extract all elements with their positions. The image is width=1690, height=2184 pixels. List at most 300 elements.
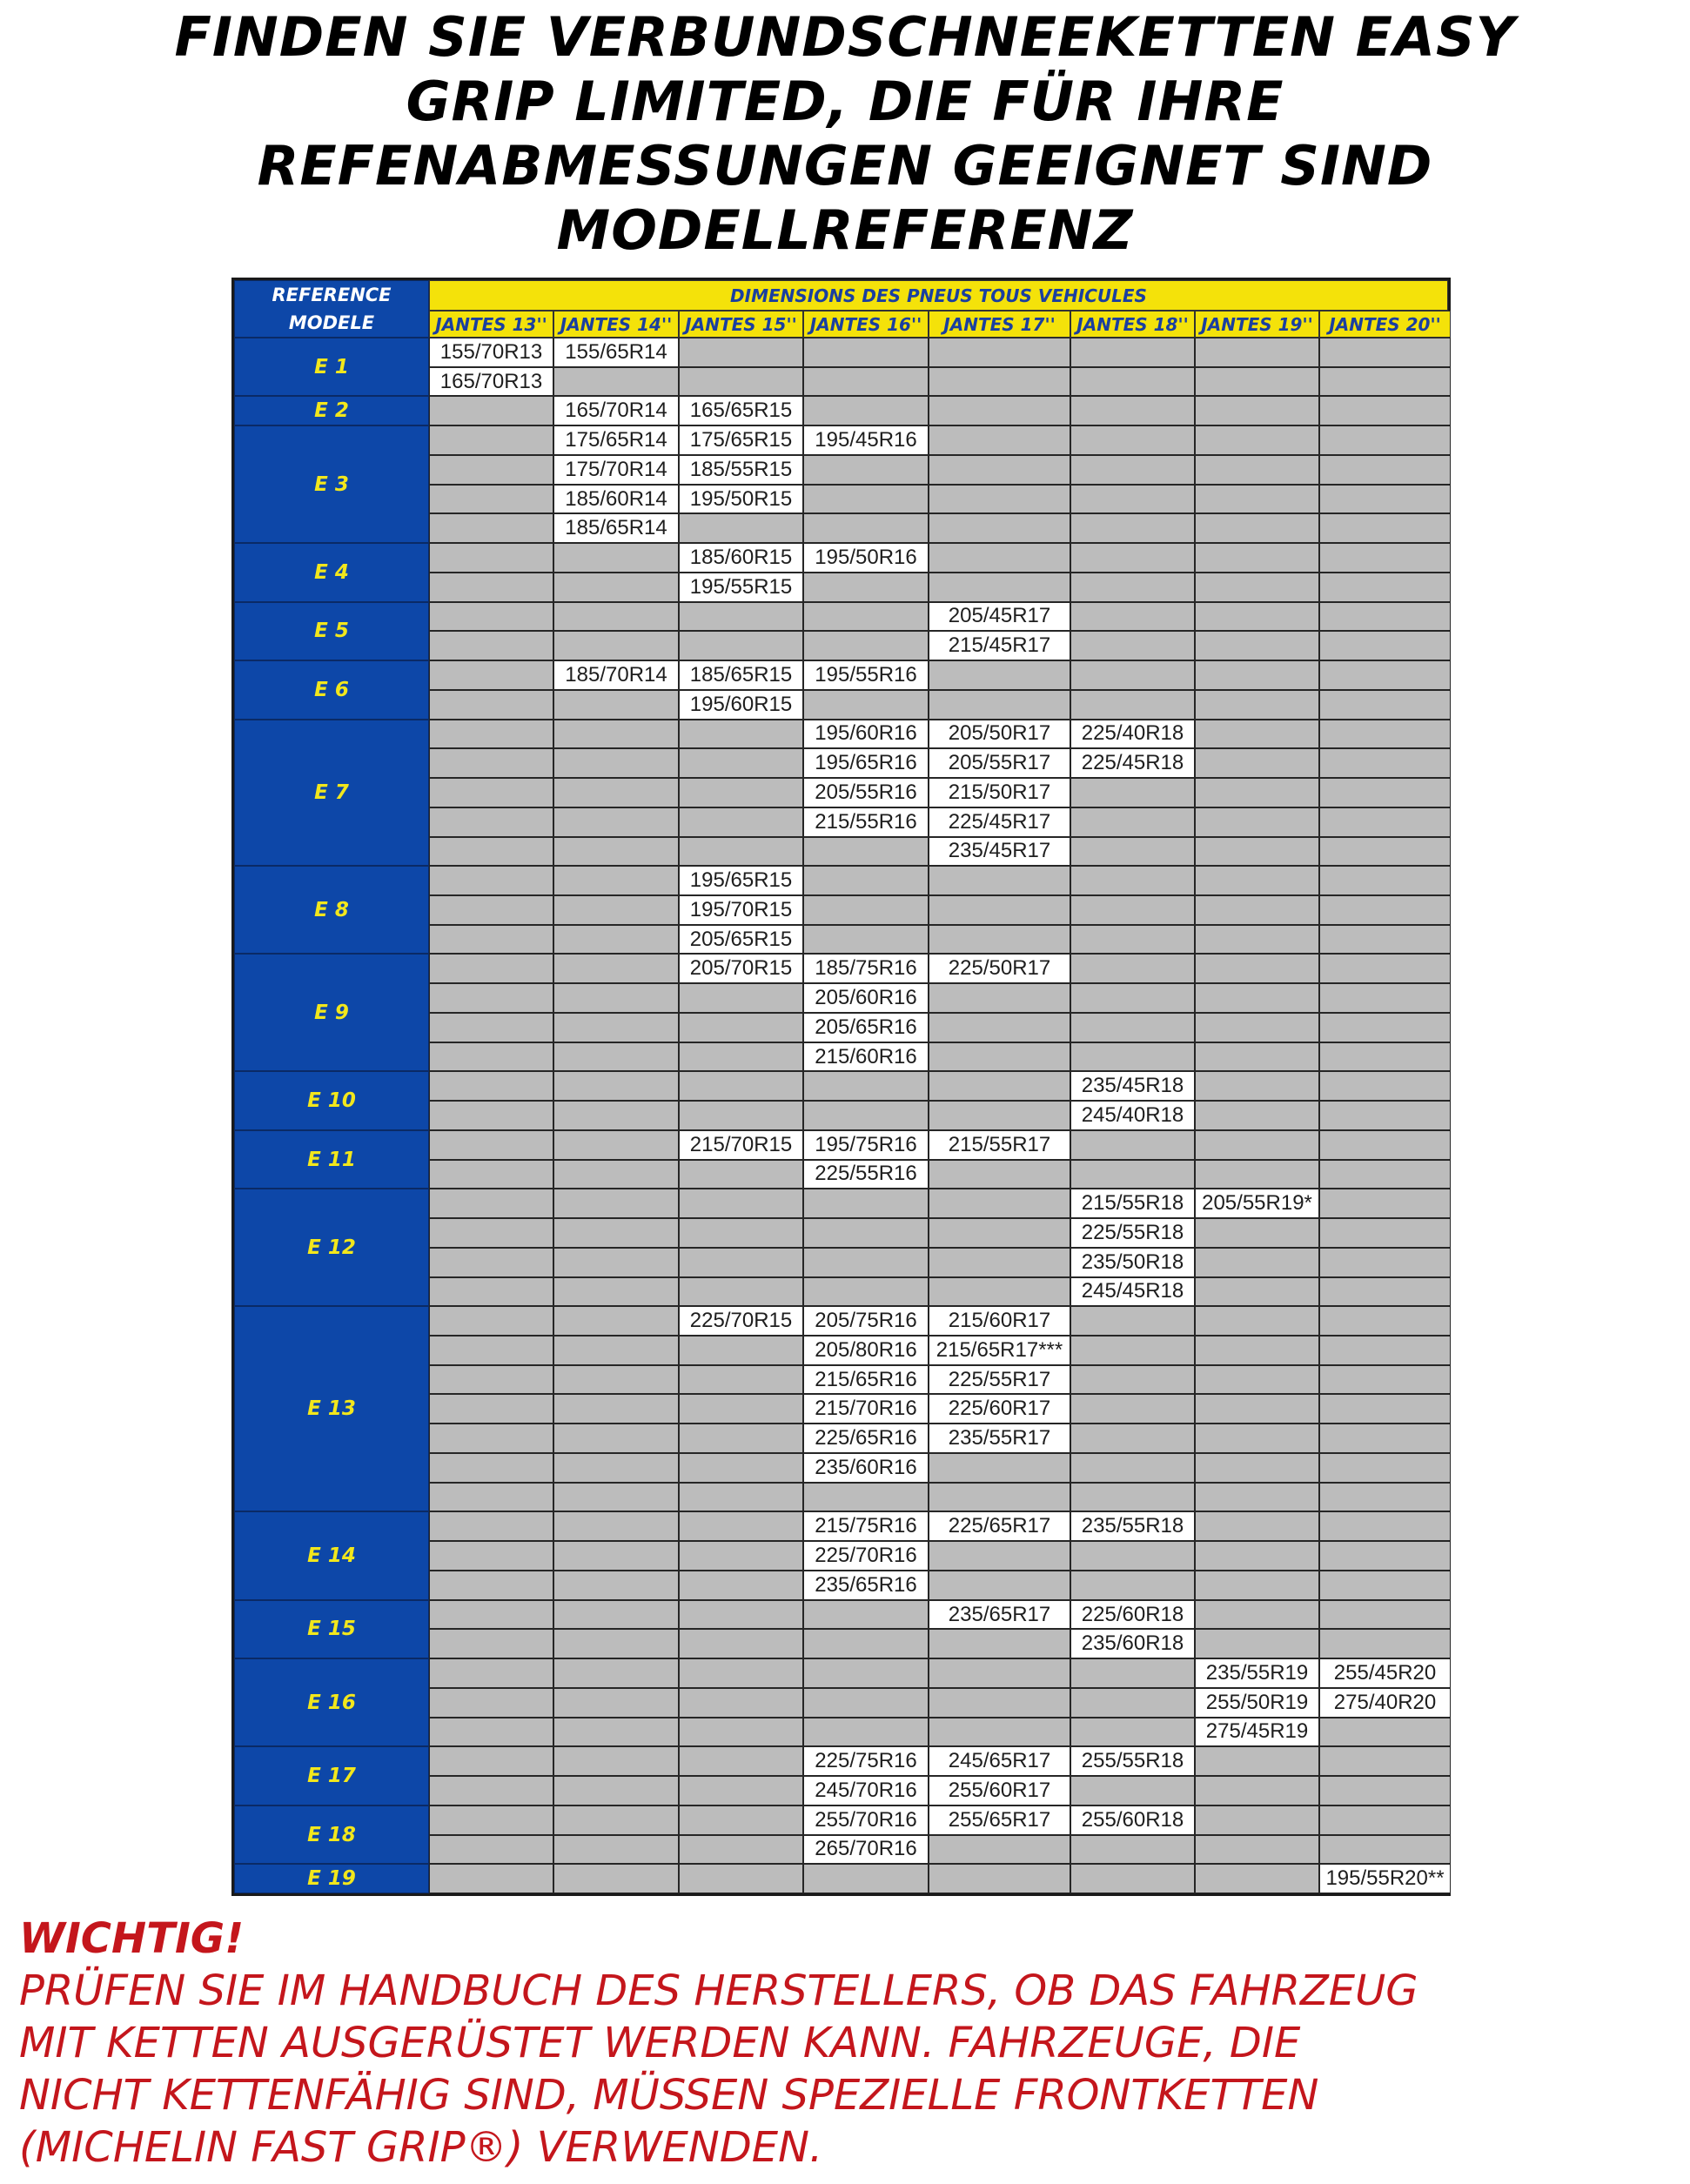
tire-size-cell: [1195, 602, 1319, 632]
tire-size-cell: [553, 1658, 679, 1688]
tire-size-cell: [429, 1394, 553, 1424]
tire-size-cell: [1319, 367, 1451, 397]
tire-size-cell: [1070, 1336, 1195, 1365]
tire-size-cell: [1195, 720, 1319, 749]
tire-size-cell: [803, 396, 929, 425]
tire-size-cell: [929, 543, 1070, 573]
tire-size-cell: 165/70R14: [553, 396, 679, 425]
tire-size-cell: [1195, 1835, 1319, 1865]
tire-size-cell: [429, 1071, 553, 1101]
tire-size-cell: [929, 1658, 1070, 1688]
tire-size-cell: [929, 1101, 1070, 1130]
tire-size-cell: [1070, 837, 1195, 867]
tire-size-cell: 185/75R16: [803, 954, 929, 983]
tire-size-cell: [1195, 1483, 1319, 1512]
tire-size-cell: [929, 485, 1070, 514]
tire-size-cell: [1195, 1776, 1319, 1805]
tire-size-cell: [429, 925, 553, 955]
warning-line-2: MIT KETTEN AUSGERÜSTET WERDEN KANN. FAHRZEUGE, DIE: [19, 2019, 1301, 2067]
tire-size-cell: 225/45R18: [1070, 748, 1195, 778]
tire-size-cell: [679, 1718, 803, 1747]
tire-size-cell: [429, 1805, 553, 1835]
tire-size-cell: [929, 1835, 1070, 1865]
tire-size-cell: [929, 1571, 1070, 1600]
tire-size-cell: 195/60R16: [803, 720, 929, 749]
tire-size-cell: 205/55R19*: [1195, 1189, 1319, 1218]
tire-size-cell: [1070, 513, 1195, 543]
reference-label: E 7: [314, 780, 349, 804]
tire-size-cell: [1070, 1835, 1195, 1865]
column-header: JANTES 15'': [679, 311, 803, 338]
column-header: JANTES 16'': [803, 311, 929, 338]
reference-label: E 5: [314, 620, 349, 643]
tire-size-cell: [679, 1160, 803, 1189]
tire-size-cell: [929, 1688, 1070, 1718]
tire-size-cell: 235/60R18: [1070, 1629, 1195, 1658]
tire-size-cell: 175/65R14: [553, 425, 679, 455]
tire-size-cell: [1070, 1365, 1195, 1395]
reference-label: E 11: [307, 1148, 356, 1171]
column-header: JANTES 20'': [1319, 311, 1451, 338]
tire-size-cell: [1195, 660, 1319, 690]
tire-size-cell: [1319, 602, 1451, 632]
tire-size-cell: [1319, 1336, 1451, 1365]
tire-size-cell: [1319, 1071, 1451, 1101]
tire-size-cell: 205/65R15: [679, 925, 803, 955]
reference-cell: [234, 425, 429, 543]
tire-size-cell: [1319, 778, 1451, 807]
tire-size-cell: [1070, 1571, 1195, 1600]
tire-size-cell: 165/70R13: [429, 367, 553, 397]
tire-size-cell: [929, 1277, 1070, 1307]
tire-size-cell: [1070, 925, 1195, 955]
tire-size-cell: [679, 631, 803, 660]
tire-size-cell: [929, 1483, 1070, 1512]
tire-size-cell: [803, 1688, 929, 1718]
tire-size-cell: [1319, 573, 1451, 602]
tire-size-cell: 235/55R18: [1070, 1511, 1195, 1541]
tire-size-cell: 225/65R17: [929, 1511, 1070, 1541]
tire-size-cell: [553, 1776, 679, 1805]
tire-size-cell: 205/45R17: [929, 602, 1070, 632]
tire-size-cell: 195/50R16: [803, 543, 929, 573]
tire-size-cell: 155/65R14: [553, 338, 679, 367]
reference-label: E 14: [307, 1544, 356, 1568]
tire-size-cell: 205/60R16: [803, 983, 929, 1013]
tire-size-cell: [929, 1042, 1070, 1072]
tire-size-cell: [429, 1483, 553, 1512]
tire-size-cell: [1195, 748, 1319, 778]
tire-size-cell: [1070, 660, 1195, 690]
tire-size-cell: [803, 1629, 929, 1658]
page-title: [0, 5, 1690, 263]
tire-size-cell: [1070, 778, 1195, 807]
tire-size-cell: [803, 455, 929, 485]
reference-cell: [234, 954, 429, 1071]
tire-size-cell: [1070, 1306, 1195, 1336]
tire-size-cell: [679, 1864, 803, 1893]
tire-size-cell: [553, 837, 679, 867]
tire-size-cell: [1195, 1511, 1319, 1541]
tire-size-cell: [1195, 1541, 1319, 1571]
tire-size-cell: [1195, 631, 1319, 660]
tire-size-cell: [1319, 748, 1451, 778]
tire-size-cell: [1070, 983, 1195, 1013]
tire-size-cell: [553, 1453, 679, 1483]
tire-size-cell: 245/45R18: [1070, 1277, 1195, 1307]
tire-size-cell: 235/55R19: [1195, 1658, 1319, 1688]
tire-size-cell: [1319, 1394, 1451, 1424]
tire-size-cell: [553, 1629, 679, 1658]
tire-size-cell: [929, 396, 1070, 425]
tire-size-cell: 195/75R16: [803, 1130, 929, 1160]
tire-size-cell: [803, 631, 929, 660]
tire-size-cell: [679, 1189, 803, 1218]
tire-size-cell: [1319, 1306, 1451, 1336]
tire-size-cell: [429, 983, 553, 1013]
tire-size-cell: [429, 543, 553, 573]
tire-size-cell: 225/70R16: [803, 1541, 929, 1571]
tire-size-cell: [1195, 1013, 1319, 1042]
tire-size-cell: [429, 1277, 553, 1307]
tire-size-cell: [1319, 925, 1451, 955]
tire-size-cell: 235/65R17: [929, 1600, 1070, 1630]
tire-size-cell: [553, 1218, 679, 1248]
tire-size-cell: [679, 1629, 803, 1658]
reference-cell: [234, 338, 429, 396]
reference-label: E 9: [314, 1001, 349, 1024]
warning-line-4: (MICHELIN FAST GRIP®) VERWENDEN.: [19, 2123, 823, 2172]
tire-size-cell: [1195, 573, 1319, 602]
tire-size-cell: [429, 954, 553, 983]
tire-size-cell: [1070, 1394, 1195, 1424]
tire-size-cell: [1319, 1718, 1451, 1747]
tire-size-cell: [1070, 1013, 1195, 1042]
column-header: JANTES 14'': [553, 311, 679, 338]
tire-size-cell: [1195, 1071, 1319, 1101]
tire-size-cell: [1319, 983, 1451, 1013]
tire-size-cell: [1195, 1629, 1319, 1658]
tire-size-cell: 195/70R15: [679, 895, 803, 925]
tire-size-cell: [1195, 485, 1319, 514]
title-line-4: MODELLREFERENZ: [556, 198, 1134, 262]
tire-size-cell: [679, 1571, 803, 1600]
tire-size-cell: [1195, 1336, 1319, 1365]
tire-size-cell: [429, 748, 553, 778]
tire-size-cell: [1319, 543, 1451, 573]
tire-size-cell: [679, 1746, 803, 1776]
tire-size-cell: [553, 1864, 679, 1893]
tire-size-cell: [429, 807, 553, 837]
reference-cell: [234, 720, 429, 867]
tire-size-cell: 185/65R14: [553, 513, 679, 543]
tire-size-cell: [553, 1042, 679, 1072]
tire-size-cell: [679, 338, 803, 367]
tire-size-cell: [429, 485, 553, 514]
tire-size-table: [231, 278, 1451, 1896]
tire-size-cell: [429, 1160, 553, 1189]
tire-size-cell: [803, 1101, 929, 1130]
tire-size-cell: [429, 837, 553, 867]
tire-size-cell: 185/65R15: [679, 660, 803, 690]
tire-size-cell: 225/60R18: [1070, 1600, 1195, 1630]
tire-size-cell: [553, 1101, 679, 1130]
tire-size-cell: [929, 425, 1070, 455]
reference-label: E 12: [307, 1236, 356, 1259]
tire-size-cell: [429, 1718, 553, 1747]
tire-size-cell: [679, 1835, 803, 1865]
tire-size-cell: [1319, 1101, 1451, 1130]
tire-size-cell: [1195, 1571, 1319, 1600]
tire-size-cell: [553, 543, 679, 573]
tire-size-cell: [803, 513, 929, 543]
tire-size-cell: [679, 1365, 803, 1395]
tire-size-cell: 255/45R20: [1319, 1658, 1451, 1688]
tire-size-cell: 225/55R18: [1070, 1218, 1195, 1248]
reference-cell: [234, 543, 429, 601]
reference-cell: [234, 602, 429, 660]
tire-size-cell: [1195, 425, 1319, 455]
tire-size-cell: 215/65R17***: [929, 1336, 1070, 1365]
tire-size-cell: [1070, 602, 1195, 632]
tire-size-cell: [553, 1571, 679, 1600]
tire-size-cell: 215/60R16: [803, 1042, 929, 1072]
tire-size-cell: [1070, 1776, 1195, 1805]
tire-size-cell: [1319, 513, 1451, 543]
tire-size-cell: [553, 690, 679, 720]
tire-size-cell: [429, 1835, 553, 1865]
tire-size-cell: [1319, 1600, 1451, 1630]
tire-size-cell: [1195, 543, 1319, 573]
tire-size-cell: [429, 1336, 553, 1365]
tire-size-cell: [429, 513, 553, 543]
tire-size-cell: [929, 1160, 1070, 1189]
tire-size-cell: [553, 367, 679, 397]
tire-size-cell: [803, 1483, 929, 1512]
tire-size-cell: 225/55R16: [803, 1160, 929, 1189]
tire-size-cell: [929, 983, 1070, 1013]
reference-cell: [234, 1658, 429, 1746]
tire-size-cell: 255/70R16: [803, 1805, 929, 1835]
tire-size-cell: [1070, 425, 1195, 455]
tire-size-cell: [1319, 720, 1451, 749]
tire-size-cell: 225/75R16: [803, 1746, 929, 1776]
reference-cell: [234, 1130, 429, 1189]
tire-size-cell: [803, 1600, 929, 1630]
tire-size-cell: 205/80R16: [803, 1336, 929, 1365]
reference-cell: [234, 660, 429, 719]
tire-size-cell: [429, 1013, 553, 1042]
tire-size-cell: 225/60R17: [929, 1394, 1070, 1424]
tire-size-cell: [1070, 1688, 1195, 1718]
tire-size-cell: [1319, 807, 1451, 837]
tire-size-cell: [1319, 837, 1451, 867]
tire-size-cell: [679, 1248, 803, 1277]
tire-size-cell: [679, 1424, 803, 1453]
tire-size-cell: [929, 1864, 1070, 1893]
tire-size-cell: 195/55R20**: [1319, 1864, 1451, 1893]
warning-block: [19, 1913, 1673, 2174]
tire-size-cell: 195/55R15: [679, 573, 803, 602]
tire-size-cell: [553, 1306, 679, 1336]
tire-size-cell: [429, 1042, 553, 1072]
title-line-2: GRIP LIMITED, DIE FÜR IHRE: [406, 70, 1284, 133]
tire-size-cell: [429, 1688, 553, 1718]
tire-size-cell: [553, 1424, 679, 1453]
tire-size-cell: 185/70R14: [553, 660, 679, 690]
tire-size-cell: [1319, 1160, 1451, 1189]
tire-size-cell: [429, 1424, 553, 1453]
tire-size-cell: [429, 720, 553, 749]
reference-label: E 16: [307, 1691, 356, 1714]
tire-size-cell: 205/55R17: [929, 748, 1070, 778]
tire-size-cell: [679, 1658, 803, 1688]
tire-size-cell: [679, 1277, 803, 1307]
tire-size-cell: [429, 1541, 553, 1571]
tire-size-cell: [1195, 455, 1319, 485]
tire-size-cell: [1319, 1189, 1451, 1218]
tire-size-cell: [429, 1746, 553, 1776]
tire-size-cell: [1319, 690, 1451, 720]
tire-size-cell: 235/65R16: [803, 1571, 929, 1600]
tire-size-cell: [929, 1453, 1070, 1483]
tire-size-cell: [1319, 1511, 1451, 1541]
tire-size-cell: 215/75R16: [803, 1511, 929, 1541]
tire-size-cell: [553, 895, 679, 925]
tire-size-cell: 235/50R18: [1070, 1248, 1195, 1277]
tire-size-cell: [679, 1688, 803, 1718]
reference-cell: [234, 1805, 429, 1864]
tire-size-cell: 175/70R14: [553, 455, 679, 485]
tire-size-cell: 155/70R13: [429, 338, 553, 367]
tire-size-cell: [1195, 925, 1319, 955]
tire-size-cell: [1070, 396, 1195, 425]
tire-size-cell: [679, 1541, 803, 1571]
tire-size-cell: [1070, 631, 1195, 660]
tire-size-cell: [553, 1277, 679, 1307]
tire-size-cell: [1319, 1805, 1451, 1835]
tire-size-cell: [1319, 1835, 1451, 1865]
tire-size-cell: [1195, 513, 1319, 543]
tire-size-cell: [1319, 338, 1451, 367]
tire-size-cell: [679, 1042, 803, 1072]
tire-size-cell: [429, 1864, 553, 1893]
tire-size-cell: [553, 807, 679, 837]
tire-size-cell: [1070, 1160, 1195, 1189]
tire-size-cell: [553, 573, 679, 602]
tire-size-cell: [1070, 1042, 1195, 1072]
tire-size-cell: [1070, 954, 1195, 983]
tire-size-cell: [553, 1248, 679, 1277]
reference-cell: [234, 396, 429, 425]
tire-size-cell: [929, 690, 1070, 720]
tire-size-cell: [1319, 895, 1451, 925]
tire-size-cell: [803, 837, 929, 867]
warning-heading: WICHTIG!: [19, 1914, 245, 1963]
tire-size-cell: [1319, 1453, 1451, 1483]
tire-size-cell: [1070, 690, 1195, 720]
reference-cell: [234, 1071, 429, 1129]
tire-size-cell: [429, 1571, 553, 1600]
tire-size-cell: [553, 1688, 679, 1718]
tire-size-cell: [679, 602, 803, 632]
reference-cell: [234, 1864, 429, 1893]
tire-size-cell: [1070, 573, 1195, 602]
tire-size-cell: [1195, 1424, 1319, 1453]
tire-size-cell: [679, 1776, 803, 1805]
tire-size-cell: [929, 660, 1070, 690]
tire-size-cell: 255/60R17: [929, 1776, 1070, 1805]
tire-size-cell: [1195, 1160, 1319, 1189]
tire-size-cell: [679, 1511, 803, 1541]
tire-size-cell: 225/55R17: [929, 1365, 1070, 1395]
tire-size-cell: [679, 513, 803, 543]
tire-size-cell: [929, 1189, 1070, 1218]
tire-size-cell: [429, 1101, 553, 1130]
tire-size-cell: [1195, 367, 1319, 397]
tire-size-cell: [803, 602, 929, 632]
tire-size-cell: [1070, 807, 1195, 837]
reference-label: E 13: [307, 1397, 356, 1421]
reference-label: E 3: [314, 472, 349, 496]
tire-size-cell: [803, 690, 929, 720]
tire-size-cell: [553, 1394, 679, 1424]
tire-size-cell: 225/40R18: [1070, 720, 1195, 749]
tire-size-cell: 255/55R18: [1070, 1746, 1195, 1776]
warning-line-3: NICHT KETTENFÄHIG SIND, MÜSSEN SPEZIELLE FRONTKETTEN: [19, 2071, 1319, 2120]
tire-size-cell: [1319, 1541, 1451, 1571]
tire-size-cell: [1319, 1571, 1451, 1600]
tire-size-cell: [679, 778, 803, 807]
reference-cell: [234, 1189, 429, 1306]
tire-size-cell: 195/45R16: [803, 425, 929, 455]
tire-size-cell: 265/70R16: [803, 1835, 929, 1865]
tire-size-cell: 195/60R15: [679, 690, 803, 720]
tire-size-cell: [929, 1248, 1070, 1277]
column-header: JANTES 17'': [929, 311, 1070, 338]
tire-size-cell: [803, 338, 929, 367]
tire-size-cell: [1195, 690, 1319, 720]
reference-label: E 19: [307, 1867, 356, 1891]
tire-size-cell: 245/40R18: [1070, 1101, 1195, 1130]
reference-cell: [234, 1511, 429, 1599]
tire-size-cell: [429, 895, 553, 925]
tire-size-cell: [679, 748, 803, 778]
tire-size-cell: [553, 1013, 679, 1042]
tire-size-cell: 175/65R15: [679, 425, 803, 455]
tire-size-cell: [929, 866, 1070, 895]
tire-size-cell: 275/45R19: [1195, 1718, 1319, 1747]
tire-size-cell: [429, 690, 553, 720]
tire-size-cell: [1319, 631, 1451, 660]
tire-size-cell: [1319, 1629, 1451, 1658]
tire-size-cell: [1319, 1483, 1451, 1512]
tire-size-cell: [1195, 1394, 1319, 1424]
tire-size-cell: 225/45R17: [929, 807, 1070, 837]
tire-size-cell: 255/65R17: [929, 1805, 1070, 1835]
tire-size-cell: [679, 1394, 803, 1424]
reference-label: E 8: [314, 898, 349, 921]
warning-line-1: PRÜFEN SIE IM HANDBUCH DES HERSTELLERS, OB DAS FAHRZEUG: [19, 1966, 1418, 2015]
tire-size-cell: [929, 1071, 1070, 1101]
tire-size-cell: [1319, 1130, 1451, 1160]
reference-cell: [234, 1746, 429, 1805]
tire-size-cell: [679, 1336, 803, 1365]
tire-size-cell: [803, 866, 929, 895]
title-line-3: REFENABMESSUNGEN GEEIGNET SIND: [257, 134, 1433, 198]
tire-size-cell: [803, 925, 929, 955]
tire-size-cell: [1319, 1365, 1451, 1395]
